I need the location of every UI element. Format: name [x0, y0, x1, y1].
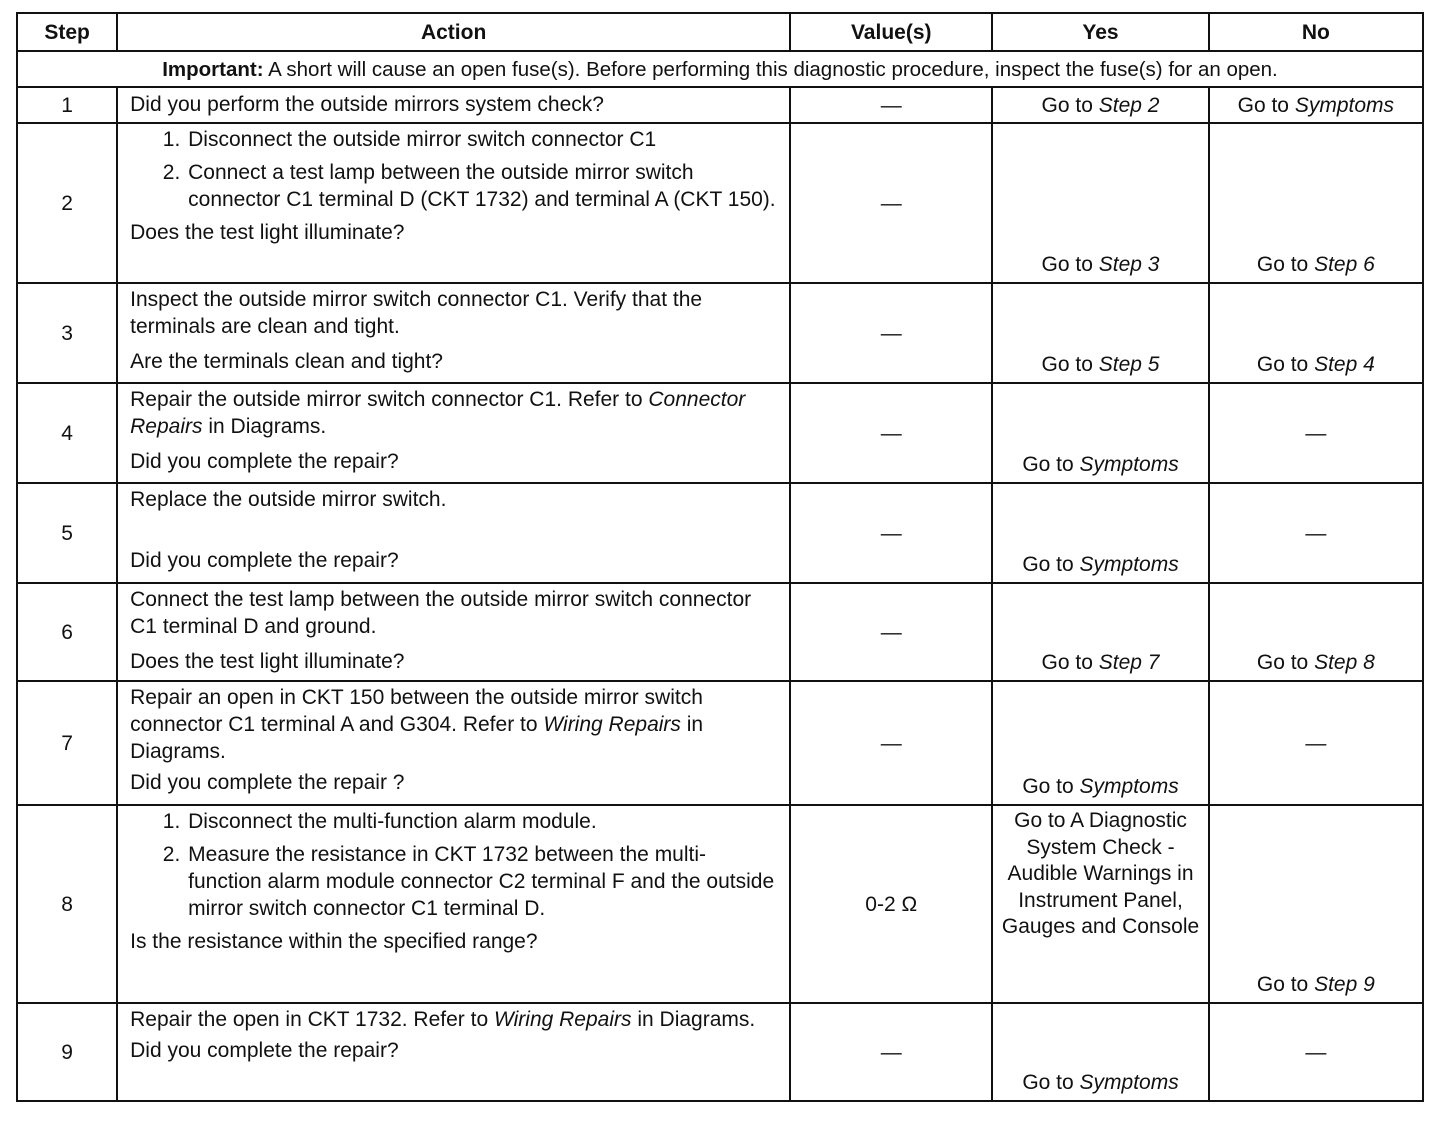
action-list	[130, 126, 779, 213]
action-text	[130, 684, 779, 765]
action-reference-suffix: in Diagrams.	[130, 713, 704, 763]
step-row-9	[17, 1003, 1423, 1101]
go-to-label: Go to	[1237, 93, 1289, 117]
action-list-item: 2. Connect a test lamp between the outside mirror switch connector C1 terminal D (CKT 1732) and terminal A (CKT 150).	[186, 159, 779, 213]
no-cell: —	[1209, 383, 1423, 483]
no-cell: —	[1209, 1003, 1423, 1101]
go-to-label: Go to	[1022, 1071, 1074, 1094]
no-cell	[1209, 583, 1423, 681]
step-row-8	[17, 805, 1423, 1003]
action-list-item: 1. Disconnect the outside mirror switch connector C1	[186, 126, 779, 153]
action-reference: Wiring Repairs	[493, 1008, 632, 1031]
diagnostic-table-page	[16, 12, 1424, 1102]
value-cell: —	[790, 681, 992, 805]
step-row-3	[17, 283, 1423, 383]
header-action: Action	[117, 13, 790, 51]
value-cell: —	[790, 283, 992, 383]
go-to-label: Go to	[1256, 253, 1309, 276]
important-label: Important:	[162, 57, 264, 81]
value-cell: —	[790, 583, 992, 681]
action-cell	[117, 383, 790, 483]
action-question: Does the test light illuminate?	[130, 650, 405, 673]
action-question: Did you complete the repair ?	[130, 771, 405, 794]
yes-target: Step 2	[1098, 93, 1160, 117]
yes-target: Symptoms	[1079, 1071, 1179, 1094]
step-number: 9	[17, 1003, 117, 1101]
no-cell: —	[1209, 681, 1423, 805]
header-step: Step	[17, 13, 117, 51]
action-list	[130, 808, 779, 922]
yes-cell	[992, 681, 1208, 805]
action-cell	[117, 87, 790, 123]
action-cell	[117, 805, 790, 1003]
diagnostic-table	[16, 12, 1424, 1102]
action-text: Did you perform the outside mirrors system check?	[130, 92, 604, 116]
action-text: Replace the outside mirror switch.	[130, 488, 447, 511]
yes-target: Step 3	[1098, 253, 1160, 276]
action-list-item: 2. Measure the resistance in CKT 1732 between the multi-function alarm module connector C2 terminal F and the outside mirror switch connector C1 terminal D.	[186, 841, 779, 922]
no-cell	[1209, 805, 1423, 1003]
step-number: 5	[17, 483, 117, 583]
action-cell	[117, 1003, 790, 1101]
step-row-5	[17, 483, 1423, 583]
value-cell: 0-2 Ω	[790, 805, 992, 1003]
header-yes: Yes	[992, 13, 1208, 51]
step-number: 2	[17, 123, 117, 283]
no-cell: —	[1209, 483, 1423, 583]
no-cell	[1209, 87, 1423, 123]
go-to-label: Go to	[1041, 93, 1093, 117]
no-target: Step 6	[1314, 253, 1375, 276]
yes-target: Symptoms	[1079, 453, 1179, 476]
go-to-label: Go to	[1022, 553, 1074, 576]
action-text-main: Repair the outside mirror switch connector C1. Refer to	[130, 388, 643, 411]
value-cell: —	[790, 123, 992, 283]
go-to-label: Go to	[1041, 651, 1093, 674]
action-list-item: 1. Disconnect the multi-function alarm module.	[186, 808, 779, 835]
go-to-label: Go to	[1022, 453, 1074, 476]
action-question: Did you complete the repair?	[130, 1039, 399, 1062]
header-row	[17, 13, 1423, 51]
go-to-label: Go to	[1256, 651, 1309, 674]
no-target: Step 9	[1314, 973, 1375, 996]
action-reference: Connector Repairs	[130, 388, 746, 438]
action-question: Did you complete the repair?	[130, 450, 399, 473]
yes-target: Symptoms	[1079, 775, 1179, 798]
yes-cell	[992, 87, 1208, 123]
action-text: Inspect the outside mirror switch connector C1. Verify that the terminals are clean and tight.	[130, 288, 703, 338]
header-values: Value(s)	[790, 13, 992, 51]
value-cell: —	[790, 383, 992, 483]
yes-cell	[992, 283, 1208, 383]
yes-cell	[992, 1003, 1208, 1101]
step-number: 8	[17, 805, 117, 1003]
important-row	[17, 51, 1423, 87]
yes-target: Step 5	[1098, 353, 1160, 376]
step-number: 7	[17, 681, 117, 805]
step-row-1	[17, 87, 1423, 123]
action-text: Connect the test lamp between the outside mirror switch connector C1 terminal D and ground.	[130, 588, 752, 638]
important-text: A short will cause an open fuse(s). Before performing this diagnostic procedure, inspect the fuse(s) for an open.	[268, 57, 1278, 81]
action-text	[130, 386, 779, 440]
yes-cell	[992, 123, 1208, 283]
step-row-2	[17, 123, 1423, 283]
no-target: Step 4	[1314, 353, 1375, 376]
action-reference-suffix: in Diagrams.	[208, 415, 327, 438]
value-cell: —	[790, 87, 992, 123]
no-target: Step 8	[1314, 651, 1375, 674]
action-reference: Wiring Repairs	[543, 713, 681, 736]
go-to-label: Go to	[1022, 775, 1074, 798]
no-cell	[1209, 123, 1423, 283]
action-question: Are the terminals clean and tight?	[130, 350, 443, 373]
step-row-7	[17, 681, 1423, 805]
action-text	[130, 1006, 779, 1033]
action-question: Is the resistance within the specified range?	[130, 930, 538, 953]
value-cell: —	[790, 483, 992, 583]
go-to-label: Go to	[1256, 973, 1309, 996]
important-note	[17, 51, 1423, 87]
action-question: Does the test light illuminate?	[130, 221, 405, 244]
no-cell	[1209, 283, 1423, 383]
step-number: 1	[17, 87, 117, 123]
action-text-main: Repair the open in CKT 1732. Refer to	[130, 1008, 489, 1031]
go-to-label: Go to	[1041, 353, 1093, 376]
step-row-4	[17, 383, 1423, 483]
action-cell	[117, 681, 790, 805]
header-no: No	[1209, 13, 1423, 51]
action-question: Did you complete the repair?	[130, 549, 399, 572]
action-text-main: Repair an open in CKT 150 between the outside mirror switch connector C1 terminal A and G304. Refer to	[130, 686, 703, 736]
yes-cell	[992, 383, 1208, 483]
no-target: Symptoms	[1294, 93, 1395, 117]
action-cell	[117, 483, 790, 583]
step-row-6	[17, 583, 1423, 681]
value-cell: —	[790, 1003, 992, 1101]
go-to-label: Go to	[1041, 253, 1093, 276]
action-reference-suffix: in Diagrams.	[637, 1008, 756, 1031]
yes-cell	[992, 583, 1208, 681]
action-cell	[117, 583, 790, 681]
yes-target: Step 7	[1098, 651, 1160, 674]
yes-cell: Go to A Diagnostic System Check - Audible Warnings in Instrument Panel, Gauges and Console	[992, 805, 1208, 1003]
go-to-label: Go to	[1256, 353, 1309, 376]
step-number: 3	[17, 283, 117, 383]
action-cell	[117, 283, 790, 383]
step-number: 6	[17, 583, 117, 681]
action-cell	[117, 123, 790, 283]
step-number: 4	[17, 383, 117, 483]
yes-cell	[992, 483, 1208, 583]
yes-target: Symptoms	[1079, 553, 1179, 576]
